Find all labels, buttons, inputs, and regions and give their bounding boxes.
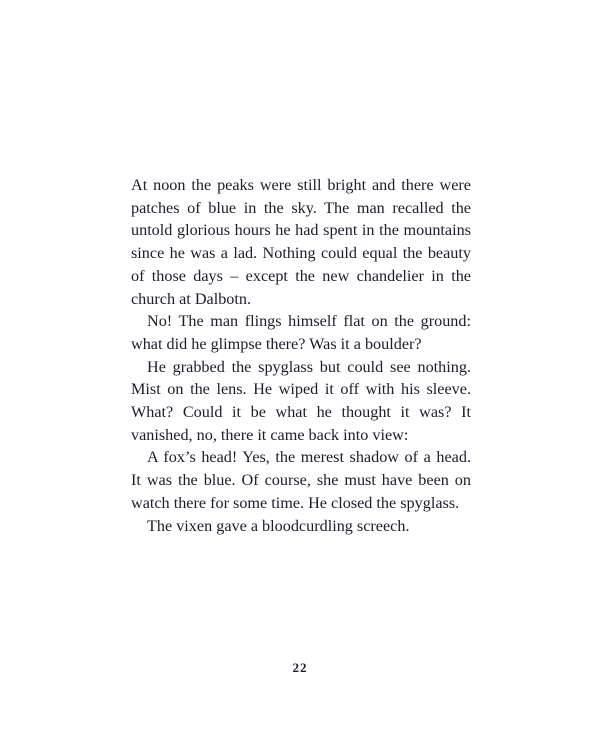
paragraph-4: A fox’s head! Yes, the merest shadow of a head. It was the blue. Of course, she must have been on watch there for some time. He closed the spyglass. [131, 448, 471, 512]
paragraph-2: No! The man flings himself flat on the ground: what did he glimpse there? Was it a boulder? [131, 312, 471, 353]
paragraph-1: At noon the peaks were still bright and there were patches of blue in the sky. The man recalled the untold glorious hours he had spent in the mountains since he was a lad. Nothing could equal the beauty of those days – except the new chandelier in the church at Dalbotn. [131, 176, 471, 308]
body-text [131, 174, 471, 537]
paragraph-5: The vixen gave a bloodcurdling screech. [147, 516, 410, 535]
page-number: 22 [292, 660, 308, 675]
paragraph-3: He grabbed the spyglass but could see nothing. Mist on the lens. He wiped it off with his sleeve. What? Could it be what he thought it was? It vanished, no, there it came back into view: [131, 357, 471, 444]
